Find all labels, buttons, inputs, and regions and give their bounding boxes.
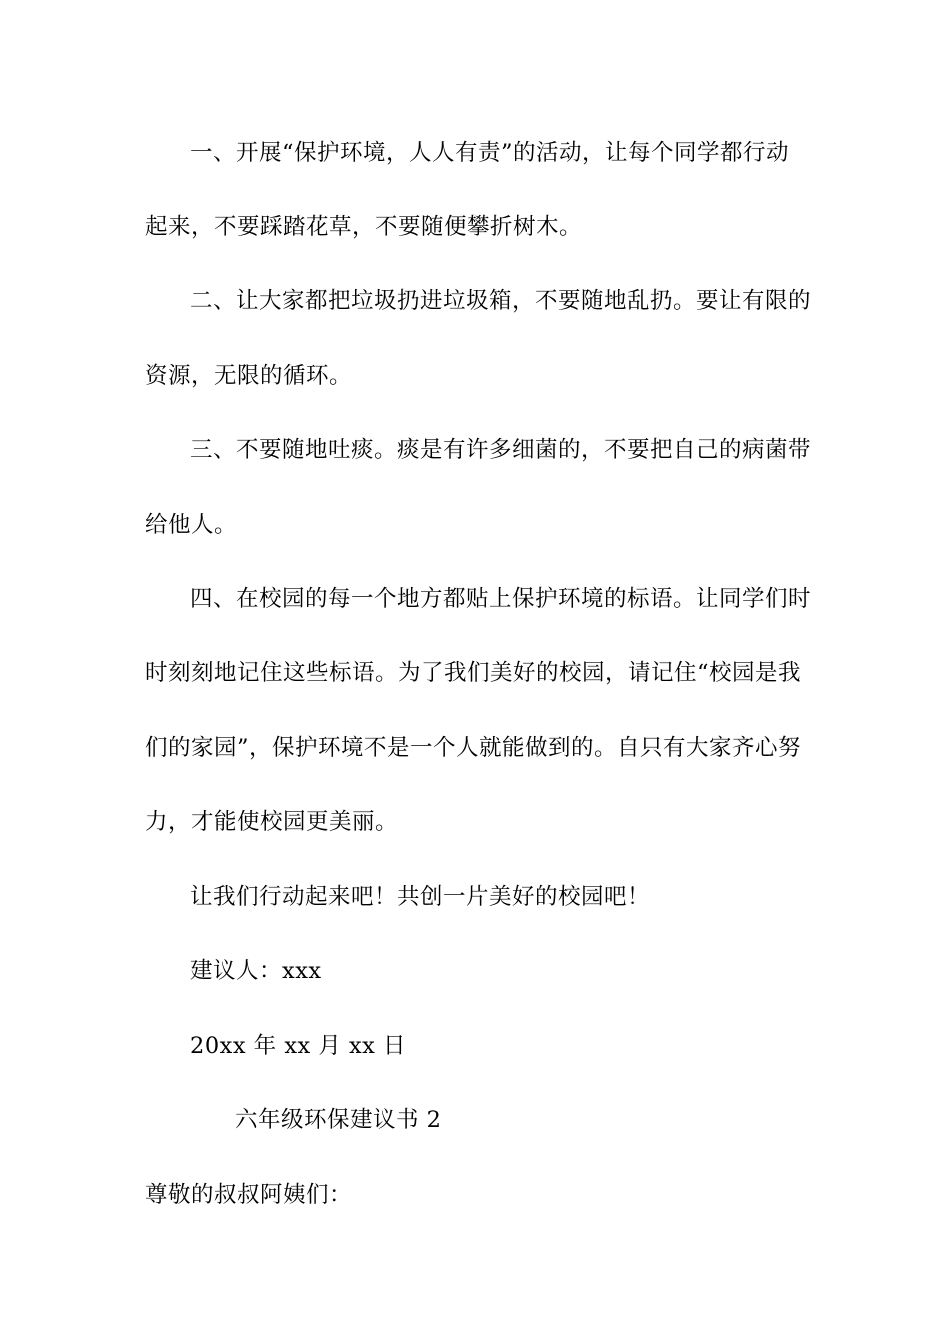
section-title: 六年级环保建议书 2: [235, 1107, 442, 1133]
paragraph-3-line-2: 给他人。: [145, 512, 238, 538]
paragraph-2-line-2: 资源，无限的循环。: [145, 363, 353, 389]
paragraph-3-line-1: 三、不要随地吐痰。痰是有许多细菌的，不要把自己的病菌带: [190, 437, 812, 463]
paragraph-4-line-4: 力，才能使校园更美丽。: [145, 809, 399, 835]
salutation: 尊敬的叔叔阿姨们：: [145, 1182, 353, 1208]
paragraph-4-line-1: 四、在校园的每一个地方都贴上保护环境的标语。让同学们时: [190, 586, 812, 612]
paragraph-2-line-1: 二、让大家都把垃圾扔进垃圾箱，不要随地乱扔。要让有限的: [190, 288, 812, 314]
proposer-signature: 建议人：xxx: [190, 958, 322, 984]
closing-call-to-action: 让我们行动起来吧！共创一片美好的校园吧！: [190, 884, 651, 910]
document-date: 20xx 年 xx 月 xx 日: [190, 1033, 407, 1059]
paragraph-4-line-2: 时刻刻地记住这些标语。为了我们美好的校园，请记住“校园是我: [145, 660, 802, 686]
paragraph-4-line-3: 们的家园”，保护环境不是一个人就能做到的。自只有大家齐心努: [145, 735, 802, 761]
paragraph-1-line-1: 一、开展“保护环境，人人有责”的活动，让每个同学都行动: [190, 140, 790, 166]
paragraph-1-line-2: 起来，不要踩踏花草，不要随便攀折树木。: [145, 214, 583, 240]
